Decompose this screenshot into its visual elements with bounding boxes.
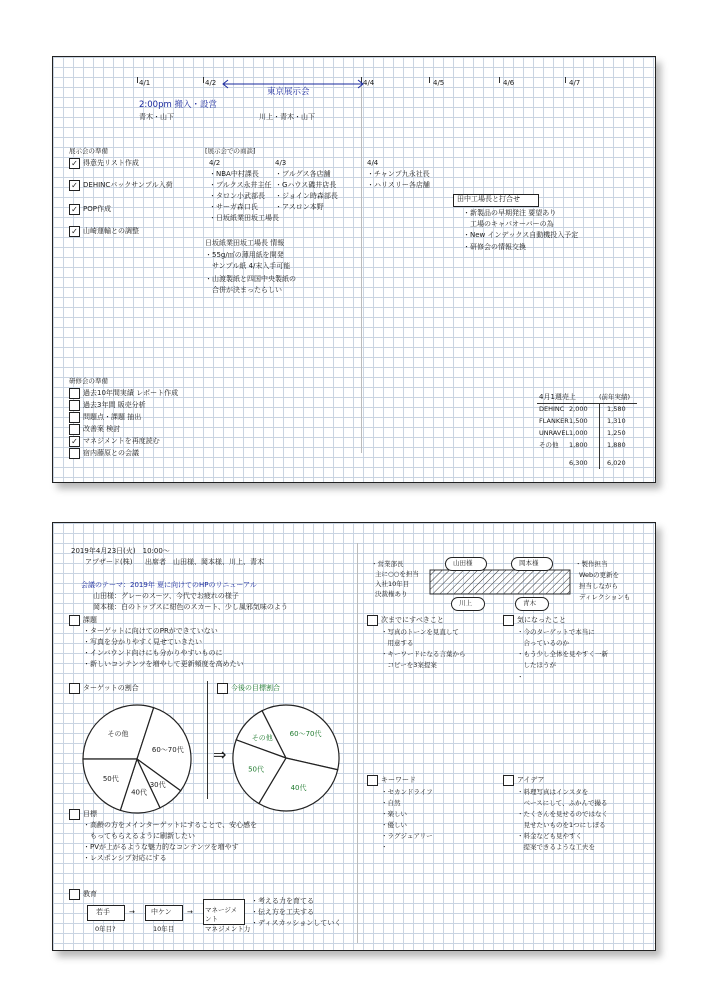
table-rule	[537, 403, 637, 404]
theme-line: 岡本様：白のトップスに紺色のスカート、少し風邪気味のよう	[93, 603, 288, 611]
section-divider	[207, 681, 208, 799]
checkbox[interactable]: ✓	[69, 226, 80, 237]
arrow-icon: →	[129, 908, 135, 916]
checkbox[interactable]: ✓	[69, 436, 80, 447]
table-rule	[599, 403, 600, 469]
step-label: マネージメント	[205, 906, 238, 923]
seating-right-line: ディレクションも	[579, 593, 631, 601]
step-note: 0年目?	[95, 925, 116, 933]
section-checkbox[interactable]	[217, 683, 228, 694]
seat-name: 山田様	[453, 559, 473, 567]
checklist-item: 過去3年間 販売分析	[83, 401, 146, 409]
visit-item: ・ジョイン時森部長	[275, 192, 338, 200]
pie-future-target	[231, 703, 341, 813]
visit-item: ・NBA中村課長	[209, 170, 259, 178]
pie-label: 50代	[102, 775, 119, 784]
education-note: ・伝え方を工夫する	[251, 908, 314, 916]
checklist-item: 宿内藤原との会議	[83, 449, 139, 457]
goal-item: ・PVが上がるような魅力的なコンテンツを増やす	[83, 843, 239, 851]
section-checkbox[interactable]	[69, 889, 80, 900]
concerns-title: 気になったこと	[517, 616, 566, 624]
step-label: 中ケン	[151, 908, 172, 916]
sales-name: その他	[539, 441, 559, 449]
idea-item: 提案できるような工夫を	[517, 843, 595, 851]
meeting-line: ・研修会の情報交換	[463, 243, 526, 251]
section-checkbox[interactable]	[503, 615, 514, 626]
education-title: 教育	[83, 890, 97, 898]
pie-label: 60〜70代	[151, 745, 184, 754]
meeting-line: ・New インデックス自動機投入予定	[463, 231, 579, 239]
goal-item: ・高齢の方をメインターゲットにすることで、安心感を	[83, 821, 258, 829]
day-divider	[565, 77, 566, 83]
ideas-title: アイデア	[517, 776, 545, 784]
sales-prev: 1,310	[607, 417, 626, 425]
sales-name: DEHINC	[539, 405, 565, 413]
idea-item: ・料理写真はインスタを	[517, 788, 589, 796]
todo-item: ・キーワードになる言葉から	[381, 650, 466, 658]
keyword-item: ・楽しい	[381, 810, 407, 818]
keywords-title: キーワード	[381, 776, 416, 784]
attendees: 山田様、岡本様、川上、青木	[173, 558, 264, 566]
seat-name: 青木	[523, 599, 536, 607]
idea-item: ・料金なども見やすく	[517, 832, 582, 840]
checklist-item: 過去10年間実績 レポート作成	[83, 389, 179, 397]
date-label: 4/4	[363, 79, 375, 87]
issue-item: ・ターゲットに向けてのPRができていない	[83, 627, 218, 635]
checklist-item: 得意先リスト作成	[83, 159, 139, 167]
meeting-date: 2019年4月23日(火) 10:00〜	[71, 547, 170, 555]
visits-title: [展示会での商談]	[205, 147, 256, 155]
day-divider	[203, 77, 204, 83]
prep-title: 展示会の準備	[69, 147, 108, 155]
step-label: 若手	[96, 908, 110, 916]
visit-item: ・Gハウス磯井店長	[275, 181, 337, 189]
education-note: ・ディスカッションしていく	[251, 919, 342, 927]
sales-value: 1,000	[569, 429, 588, 437]
sales-prev: 1,880	[607, 441, 626, 449]
seating-line: 主に○○を担当	[375, 570, 419, 578]
visit-item: ・ハリスリー各店舗	[367, 181, 430, 189]
concern-item: したほうが	[517, 661, 556, 669]
seating-line: ・営業部長	[371, 560, 404, 568]
sales-prev-header: (前年実績)	[599, 393, 631, 401]
keyword-item: ・	[381, 843, 388, 851]
day-divider	[429, 77, 430, 83]
concern-item: ・	[517, 673, 524, 681]
seating-line: 入社10年目	[375, 580, 410, 588]
memo-line: サンプル紙 4/末入手可能	[205, 262, 291, 270]
pie-label: 30代	[149, 780, 166, 789]
memo-line: 合併が決まったらしい	[205, 286, 282, 294]
idea-item: ・たくさんを見せるのではなく	[517, 810, 608, 818]
sales-value: 1,500	[569, 417, 588, 425]
checkbox[interactable]	[69, 448, 80, 459]
keyword-item: ・自然	[381, 799, 401, 807]
visit-date: 4/3	[275, 159, 287, 167]
section-checkbox[interactable]	[503, 775, 514, 786]
idea-item: 見せたいものを1つにしぼる	[517, 821, 606, 829]
checkbox[interactable]	[69, 400, 80, 411]
issue-item: ・インバウンド向けにも分かりやすいものに	[83, 649, 223, 657]
todo-title: 次までにすべきこと	[381, 616, 444, 624]
issues-title: 課題	[83, 616, 97, 624]
visit-item: ・日坂紙業田坂工場長	[209, 214, 279, 222]
sales-prev: 1,250	[607, 429, 626, 437]
arrival-people: 青木・山下	[139, 113, 174, 121]
issue-item: ・新しいコンテンツを増やして更新頻度を高めたい	[83, 660, 244, 668]
column-divider	[357, 543, 358, 943]
visit-item: ・ブルクス永井主任	[209, 181, 272, 189]
date-label: 4/5	[433, 79, 445, 87]
memo-title: 日坂紙業田坂工場長 情報	[205, 239, 285, 247]
sales-value: 2,000	[569, 405, 588, 413]
step-note: マネジメント力	[205, 925, 251, 933]
checkbox[interactable]	[69, 412, 80, 423]
future-target-title: 今後の目標割合	[231, 684, 280, 692]
meeting-table	[429, 569, 571, 595]
checkbox[interactable]	[69, 388, 80, 399]
checklist-item: 山崎運輸との調整	[83, 227, 139, 235]
meeting-line: ・新製品の早期発注 要望あり	[463, 209, 557, 217]
sales-name: UNRAVEL	[539, 429, 570, 437]
visit-item: ・アスロン本野	[275, 203, 324, 211]
meeting-company: アプザード(株)	[85, 558, 133, 566]
goals-title: 目標	[83, 810, 97, 818]
sales-prev: 1,580	[607, 405, 626, 413]
theme-line: 山田様：グレーのスーツ、今代でお疲れの様子	[93, 592, 239, 600]
pie-current-target	[81, 703, 193, 815]
date-label: 4/1	[139, 79, 151, 87]
visit-item: ・チャンプ九永社長	[367, 170, 430, 178]
memo-line: ・55g/㎡の薄用紙を開発	[205, 251, 284, 259]
column-divider	[361, 83, 362, 453]
checklist-item: マネジメントを再度読む	[83, 437, 160, 445]
meeting-title: 田中工場長と打合せ	[457, 195, 520, 203]
memo-line: ・山渡製紙と四国中央製紙の	[205, 275, 296, 283]
todo-item: コピーを3案提案	[381, 661, 437, 669]
goal-item: もってもらえるように刷新したい	[83, 832, 195, 840]
checkbox[interactable]	[69, 424, 80, 435]
planner-page-weekly	[52, 56, 656, 483]
section-checkbox[interactable]	[367, 775, 378, 786]
keyword-item: ・優しい	[381, 821, 407, 829]
checkbox[interactable]: ✓	[69, 180, 80, 191]
pie-label: 50代	[248, 765, 265, 774]
keyword-item: ・セカンドライフ	[381, 788, 433, 796]
event-title: 東京展示会	[267, 87, 310, 97]
checklist-item: POP作成	[83, 205, 111, 213]
arrow-icon: →	[187, 908, 193, 916]
seat-name: 岡本様	[519, 559, 539, 567]
section-checkbox[interactable]	[367, 615, 378, 626]
checklist-item: DEHINCパックサンプル入荷	[83, 181, 173, 189]
arrow-icon: ⇒	[213, 745, 227, 764]
idea-item: ベースにして、ふかんで撮る	[517, 799, 608, 807]
sales-total: 6,300	[569, 459, 588, 467]
pie-label: 40代	[290, 784, 307, 793]
issue-item: ・写真を分かりやすく見せていきたい	[83, 638, 202, 646]
attendees-label: 出席者	[145, 558, 166, 566]
notebook-page-meeting	[52, 522, 656, 951]
pie-label: 40代	[131, 788, 147, 797]
seat-name: 川上	[459, 599, 472, 607]
step-note: 10年目	[153, 925, 175, 933]
date-label: 4/2	[205, 79, 217, 87]
goal-item: ・レスポンシブ対応にする	[83, 854, 167, 862]
visit-date: 4/2	[209, 159, 221, 167]
visit-item: ・ブルグス各店舗	[275, 170, 331, 178]
keyword-item: ・ラグジュアリー	[381, 832, 433, 840]
seating-right-line: 担当しながら	[579, 582, 618, 590]
day-divider	[137, 77, 138, 83]
sales-value: 1,800	[569, 441, 588, 449]
theme-title: 会議のテーマ：2019年 夏に向けてのHPのリニューアル	[81, 581, 257, 589]
education-note: ・考える力を育てる	[251, 897, 314, 905]
todo-item: ・写真のトーンを見直して	[381, 628, 459, 636]
visit-item: ・サーガ森口氏	[209, 203, 258, 211]
seating-line: 決裁権あり	[375, 590, 408, 598]
visit-date: 4/4	[367, 159, 379, 167]
training-title: 研修会の準備	[69, 377, 108, 385]
seating-right-line: Webの更新を	[579, 571, 620, 579]
sales-title: 4月1週売上	[539, 393, 576, 401]
checklist-item: 改善案 検討	[83, 425, 121, 433]
section-checkbox[interactable]	[69, 683, 80, 694]
pie-label: 60〜70代	[289, 729, 322, 738]
sales-name: FLANKER	[539, 417, 569, 425]
checklist-item: 問題点・課題 抽出	[83, 413, 142, 421]
concern-item: ・もう少し全体を見やすく一新	[517, 650, 608, 658]
sales-total-prev: 6,020	[607, 459, 626, 467]
checkbox[interactable]: ✓	[69, 158, 80, 169]
checkbox[interactable]: ✓	[69, 204, 80, 215]
date-label: 4/6	[503, 79, 515, 87]
arrival-people-right: 川上・青木・山下	[259, 113, 315, 121]
concern-item: 合っているのか	[517, 639, 569, 647]
seating-right-line: ・製作担当	[575, 560, 608, 568]
arrival-time: 2:00pm 搬入・設営	[139, 100, 217, 110]
date-label: 4/7	[569, 79, 581, 87]
pie-label: その他	[107, 729, 129, 738]
meeting-line: 工場のキャパオーバーの為	[463, 220, 554, 228]
concern-item: ・今のターゲットで本当に	[517, 628, 595, 636]
pie-label: その他	[251, 733, 273, 742]
day-divider	[499, 77, 500, 83]
section-checkbox[interactable]	[69, 615, 80, 626]
section-checkbox[interactable]	[69, 809, 80, 820]
todo-item: 用意する	[381, 639, 414, 647]
visit-item: ・タロン小武部長	[209, 192, 265, 200]
current-target-title: ターゲットの割合	[83, 684, 139, 692]
